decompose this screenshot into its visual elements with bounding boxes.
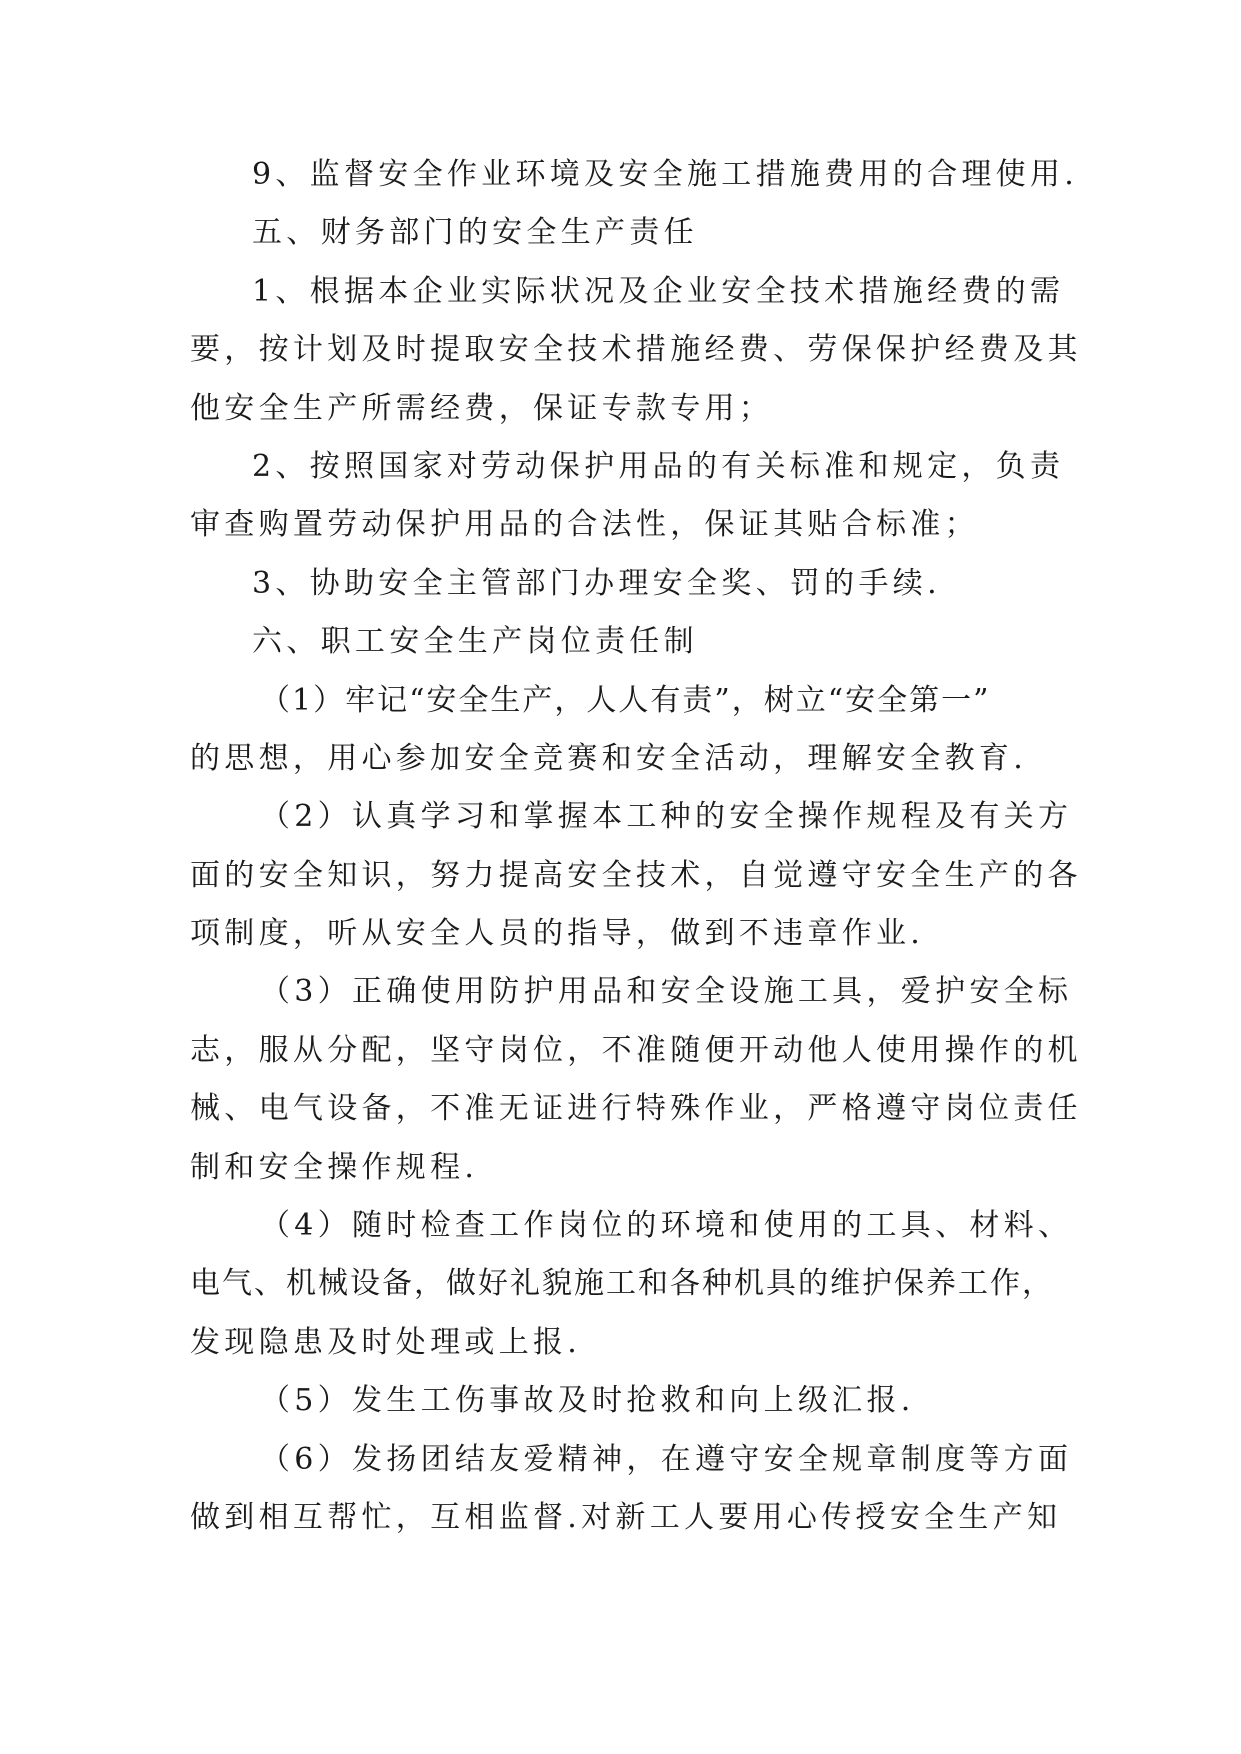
text-line: 制和安全操作规程. (190, 1149, 479, 1185)
text-line: （6）发扬团结友爱精神，在遵守安全规章制度等方面 (260, 1441, 1073, 1477)
section-heading: 五、财务部门的安全生产责任 (252, 215, 698, 251)
text-line: （5）发生工伤事故及时抢救和向上级汇报. (260, 1383, 915, 1419)
text-line: 械、电气设备，不准无证进行特殊作业，严格遵守岗位责任 (190, 1091, 1082, 1127)
text-line: （2）认真学习和掌握本工种的安全操作规程及有关方 (260, 799, 1073, 835)
text-line: 2、按照国家对劳动保护用品的有关标准和规定，负责 (252, 448, 1065, 484)
text-line: 项制度，听从安全人员的指导，做到不违章作业. (190, 916, 925, 952)
text-line: 的思想，用心参加安全竞赛和安全活动，理解安全教育. (190, 740, 1028, 776)
text-line: 发现隐患及时处理或上报. (190, 1324, 582, 1360)
text-line: （3）正确使用防护用品和安全设施工具，爱护安全标 (260, 974, 1073, 1010)
text-line: （4）随时检查工作岗位的环境和使用的工具、材料、 (260, 1208, 1073, 1244)
text-line: 3、协助安全主管部门办理安全奖、罚的手续. (252, 565, 941, 601)
text-line: （1）牢记“安全生产，人人有责”，树立“安全第一” (260, 682, 991, 718)
text-line: 1、根据本企业实际状况及企业安全技术措施经费的需 (252, 273, 1065, 309)
text-line: 9、监督安全作业环境及安全施工措施费用的合理使用. (252, 157, 1079, 192)
text-line: 要，按计划及时提取安全技术措施经费、劳保保护经费及其 (190, 332, 1082, 368)
text-line: 做到相互帮忙，互相监督.对新工人要用心传授安全生产知 (190, 1499, 1062, 1535)
body-text (190, 157, 1082, 1561)
section-heading: 六、职工安全生产岗位责任制 (252, 624, 698, 660)
text-line: 面的安全知识，努力提高安全技术，自觉遵守安全生产的各 (190, 857, 1082, 893)
text-line: 志，服从分配，坚守岗位，不准随便开动他人使用操作的机 (190, 1032, 1082, 1068)
text-line: 他安全生产所需经费，保证专款专用； (190, 390, 774, 426)
text-line: 审查购置劳动保护用品的合法性，保证其贴合标准； (190, 507, 979, 543)
text-line: 电气、机械设备，做好礼貌施工和各种机具的维护保养工作， (190, 1266, 1054, 1302)
